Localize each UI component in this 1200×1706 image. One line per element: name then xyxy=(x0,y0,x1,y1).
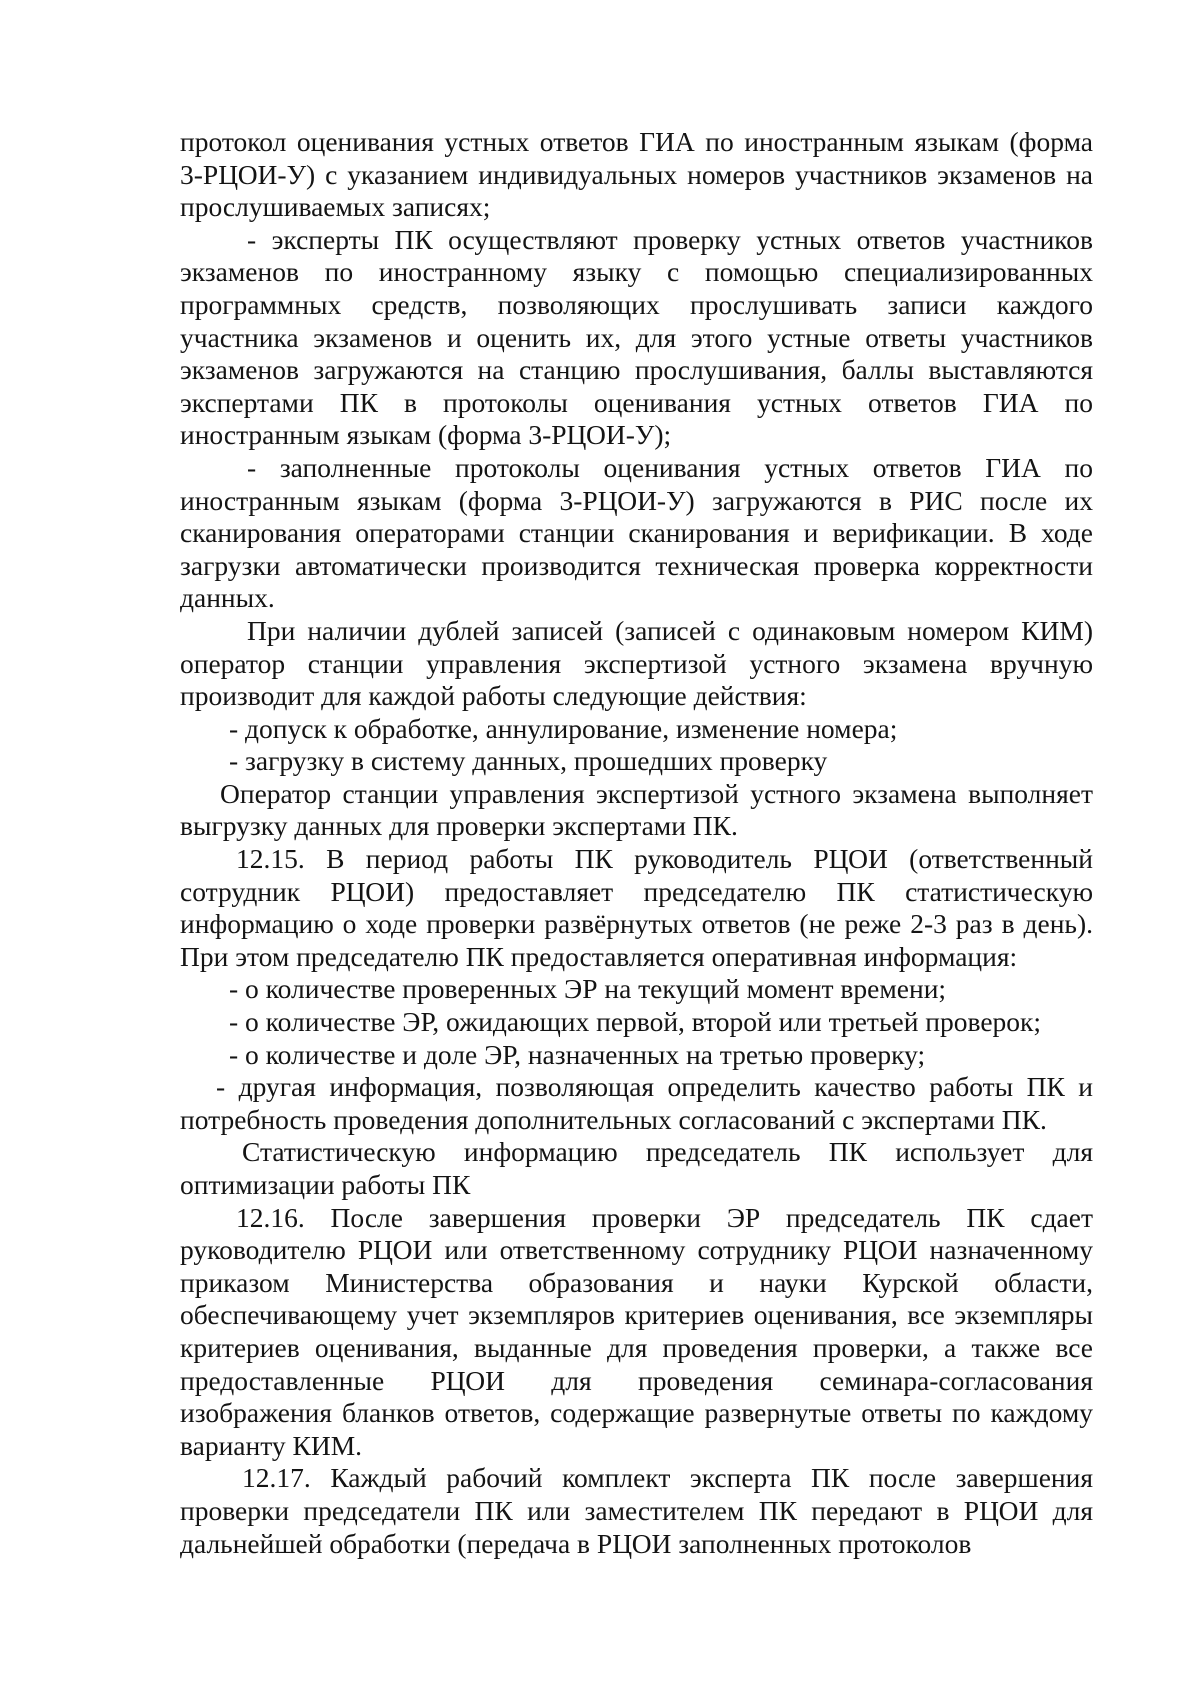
paragraph-duplicates: При наличии дублей записей (записей с одинаковым номером КИМ) оператор станции управления экспертизой устного экзамена вручную производит для каждой работы следующие действия: xyxy=(180,614,1093,712)
list-item-admission: - допуск к обработке, аннулирование, изменение номера; xyxy=(229,712,898,744)
paragraph-12-17: 12.17. Каждый рабочий комплект эксперта ПК после завершения проверки председатели ПК или заместителем ПК передают в РЦОИ для дальнейшей обработки (передача в РЦОИ заполненных протоколов xyxy=(180,1462,1093,1559)
document-body xyxy=(180,126,1093,1560)
list-item-other-info: - другая информация, позволяющая определить качество работы ПК и потребность проведения дополнительных согласований с экспертами ПК. xyxy=(180,1071,1093,1135)
list-item-third-check: - о количестве и доле ЭР, назначенных на третью проверку; xyxy=(229,1038,926,1070)
paragraph-12-16: 12.16. После завершения проверки ЭР председатель ПК сдает руководителю РЦОИ или ответственному сотруднику РЦОИ назначенному приказом Министерства образования и науки Курской области, обеспечивающему учет экземпляров критериев оценивания, все экземпляры критериев оценивания, выданные для проведения проверки, а также все предоставленные РЦОИ для проведения семинара-согласования изображения бланков ответов, содержащие развернутые ответы по каждому варианту КИМ. xyxy=(180,1201,1093,1461)
list-item-pending-count: - о количестве ЭР, ожидающих первой, второй или третьей проверок; xyxy=(229,1006,1042,1038)
list-item-upload: - загрузку в систему данных, прошедших проверку xyxy=(229,745,828,777)
paragraph-protocol-continuation: протокол оценивания устных ответов ГИА по иностранным языкам (форма 3-РЦОИ-У) с указанием индивидуальных номеров участников экзаменов на прослушиваемых записях; xyxy=(180,126,1093,223)
paragraph-operator-export: Оператор станции управления экспертизой устного экзамена выполняет выгрузку данных для проверки экспертами ПК. xyxy=(180,777,1093,842)
paragraph-12-15: 12.15. В период работы ПК руководитель РЦОИ (ответственный сотрудник РЦОИ) предоставляет председателю ПК статистическую информацию о ходе проверки развёрнутых ответов (не реже 2-3 раз в день). При этом председателю ПК предоставляется оперативная информация: xyxy=(180,843,1093,972)
paragraph-statistics-usage: Статистическую информацию председатель ПК использует для оптимизации работы ПК xyxy=(180,1136,1093,1200)
list-item-checked-count: - о количестве проверенных ЭР на текущий момент времени; xyxy=(229,973,947,1005)
paragraph-protocols-upload: - заполненные протоколы оценивания устных ответов ГИА по иностранным языкам (форма 3-РЦОИ-У) загружаются в РИС после их сканирования операторами станции сканирования и верификации. В ходе загрузки автоматически производится техническая проверка корректности данных. xyxy=(180,451,1093,614)
paragraph-experts-check: - эксперты ПК осуществляют проверку устных ответов участников экзаменов по иностранному языку с помощью специализированных программных средств, позволяющих прослушивать записи каждого участника экзаменов и оценить их, для этого устные ответы участников экзаменов загружаются на станцию прослушивания, баллы выставляются экспертами ПК в протоколы оценивания устных ответов ГИА по иностранным языкам (форма 3-РЦОИ-У); xyxy=(180,223,1093,451)
